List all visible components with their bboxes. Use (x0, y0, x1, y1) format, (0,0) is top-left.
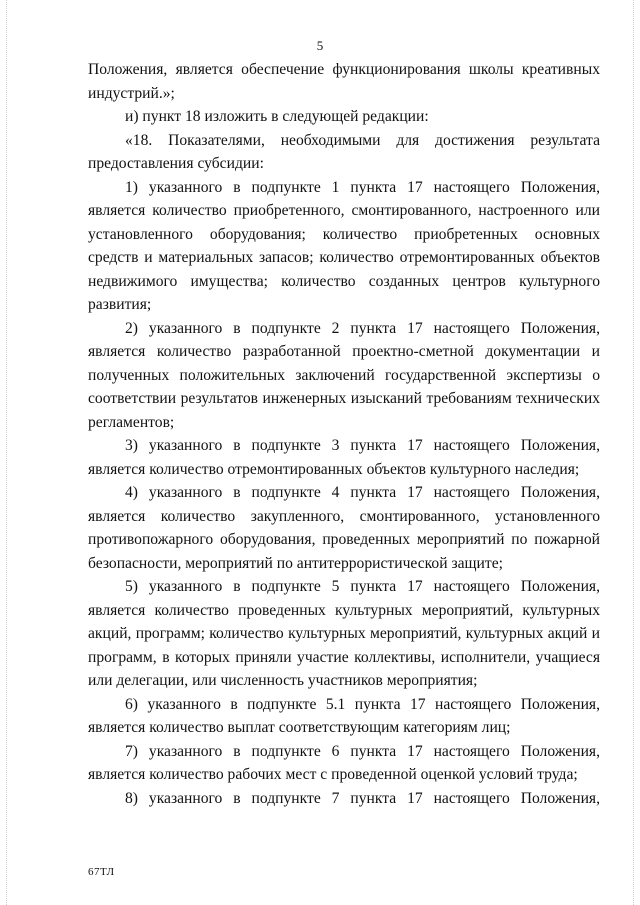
paragraph-subitem-1: 1) указанного в подпункте 1 пункта 17 настоящего Положения, является количество приобретенного, смонтированного, настроенного или установленного оборудования; количество приобретенных основных средств и материальных запасов; количество отремонтированных объектов недвижимого имущества; количество созданных центров культурного развития; (88, 178, 600, 313)
paragraph-item-i: и) пункт 18 изложить в следующей редакции: (125, 108, 429, 125)
scan-edge-right (633, 0, 635, 905)
paragraph-point-18: «18. Показателями, необходимыми для достижения результата предоставления субсидии: (88, 131, 600, 172)
paragraph-subitem-6: 6) указанного в подпункте 5.1 пункта 17 настоящего Положения, является количество выплат соответствующим категориям лиц; (88, 695, 600, 736)
document-body (88, 58, 600, 810)
paragraph-subitem-7: 7) указанного в подпункте 6 пункта 17 настоящего Положения, является количество рабочих мест с проведенной оценкой условий труда; (88, 742, 600, 783)
page-number: 5 (316, 38, 324, 53)
paragraph-subitem-2: 2) указанного в подпункте 2 пункта 17 настоящего Положения, является количество разработанной проектно-сметной документации и полученных положительных заключений государственной экспертизы о соответствии результатов инженерных изысканий требованиям технических регламентов; (88, 319, 600, 431)
footer-code: 67ТЛ (88, 866, 115, 878)
paragraph-continuation: Положения, является обеспечение функционирования школы креативных индустрий.»; (88, 61, 600, 102)
paragraph-subitem-5: 5) указанного в подпункте 5 пункта 17 настоящего Положения, является количество проведенных культурных мероприятий, культурных акций, программ; количество культурных мероприятий, культурных акций и программ, в которых приняли участие коллективы, исполнители, учащиеся или делегации, или численность участников мероприятия; (88, 578, 600, 689)
scan-edge-left (6, 0, 8, 905)
paragraph-subitem-3: 3) указанного в подпункте 3 пункта 17 настоящего Положения, является количество отремонтированных объектов культурного наследия; (88, 437, 600, 478)
paragraph-subitem-8: 8) указанного в подпункте 7 пункта 17 настоящего Положения, (125, 789, 600, 807)
paragraph-subitem-4: 4) указанного в подпункте 4 пункта 17 настоящего Положения, является количество закупленного, смонтированного, установленного противопожарного оборудования, проведенных мероприятий по пожарной безопасности, мероприятий по антитеррористической защите; (88, 484, 600, 572)
